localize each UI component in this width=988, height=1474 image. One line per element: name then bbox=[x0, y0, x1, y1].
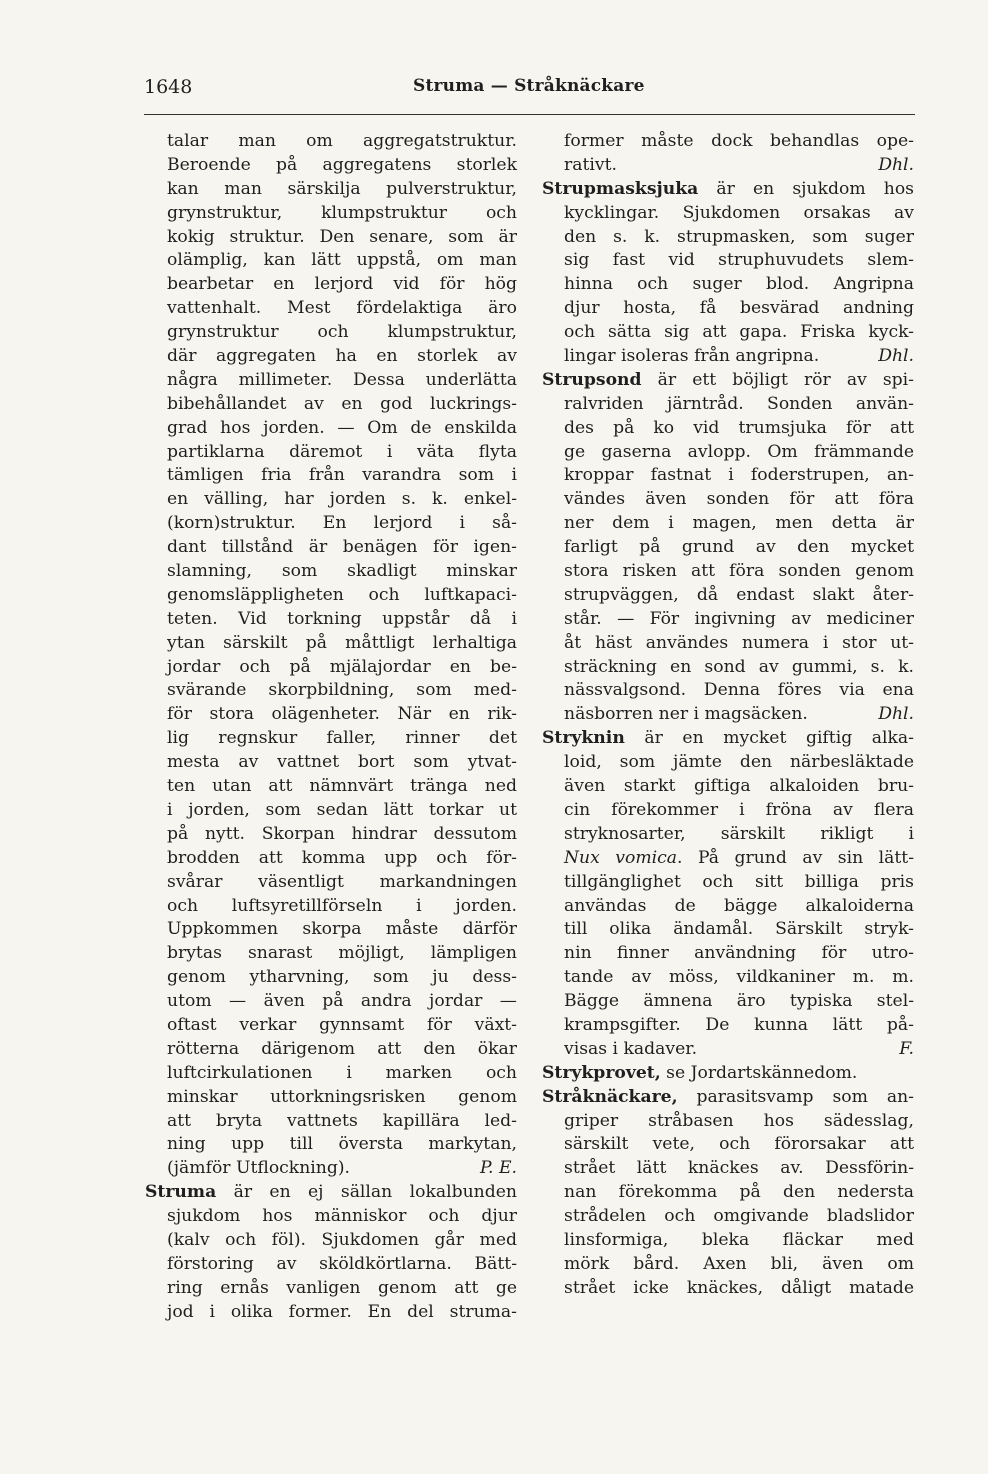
line-text: krampsgifter. De kunna lätt på- bbox=[564, 1014, 914, 1035]
text-line bbox=[542, 488, 914, 512]
text-line bbox=[145, 1014, 517, 1038]
line-text: svårar väsentligt markandningen bbox=[167, 871, 517, 892]
text-line bbox=[145, 679, 517, 703]
text-line bbox=[145, 1110, 517, 1134]
entry-headword: Strupmasksjuka bbox=[542, 178, 699, 199]
line-text: slamning, som skadligt minskar bbox=[167, 561, 517, 582]
text-line bbox=[145, 202, 517, 226]
text-line bbox=[145, 369, 517, 393]
line-text: till olika ändamål. Särskilt stryk- bbox=[564, 919, 914, 940]
text-line bbox=[542, 847, 914, 871]
line-text: mörk bård. Axen bli, även om bbox=[564, 1253, 914, 1274]
line-text: är en ej sällan lokalbunden bbox=[216, 1182, 517, 1203]
author-signature: Dhl. bbox=[878, 154, 914, 175]
text-line bbox=[542, 966, 914, 990]
text-line bbox=[542, 1205, 914, 1229]
line-text: brytas snarast möjligt, lämpligen bbox=[167, 943, 517, 964]
line-text: (kalv och föl). Sjukdomen går med bbox=[167, 1229, 517, 1250]
author-signature: F. bbox=[899, 1038, 914, 1059]
text-line bbox=[145, 1253, 517, 1277]
line-text: strået icke knäckes, dåligt matade bbox=[564, 1277, 914, 1298]
text-line bbox=[145, 727, 517, 751]
line-text: nin finner användning för utro- bbox=[564, 943, 914, 964]
text-line bbox=[542, 297, 914, 321]
text-line bbox=[145, 1133, 517, 1157]
text-line bbox=[542, 608, 914, 632]
text-line bbox=[145, 488, 517, 512]
line-text: Beroende på aggregatens storlek bbox=[167, 154, 517, 175]
author-signature: P. E. bbox=[479, 1158, 517, 1179]
text-line bbox=[145, 226, 517, 250]
right-column bbox=[542, 130, 914, 1301]
line-text: talar man om aggregatstruktur. bbox=[167, 131, 517, 151]
line-text: rötterna därigenom att den ökar bbox=[167, 1038, 517, 1059]
line-text: tillgänglighet och sitt billiga pris bbox=[564, 871, 914, 892]
line-text: (jämför Utflockning). bbox=[167, 1158, 351, 1179]
text-line bbox=[542, 1133, 914, 1157]
line-text: ner dem i magen, men detta är bbox=[564, 513, 914, 534]
line-text: står. — För ingivning av mediciner bbox=[564, 608, 914, 629]
line-text: (korn)struktur. En lerjord i så- bbox=[167, 513, 517, 534]
line-text: kycklingar. Sjukdomen orsakas av bbox=[564, 202, 914, 223]
line-text: i jorden, som sedan lätt torkar ut bbox=[167, 799, 517, 820]
line-text: ten utan att nämnvärt tränga ned bbox=[167, 776, 517, 797]
text-line bbox=[145, 799, 517, 823]
text-line bbox=[542, 632, 914, 656]
line-text: former måste dock behandlas ope- bbox=[564, 131, 914, 151]
line-text: parasitsvamp som an- bbox=[677, 1086, 914, 1107]
text-line bbox=[542, 393, 914, 417]
text-line bbox=[542, 249, 914, 273]
line-text: luftcirkulationen i marken och bbox=[167, 1062, 517, 1083]
entry-headword-line bbox=[542, 1062, 914, 1086]
line-text: på nytt. Skorpan hindrar dessutom bbox=[167, 823, 517, 844]
line-text: oftast verkar gynnsamt för växt- bbox=[167, 1014, 517, 1035]
text-line bbox=[542, 799, 914, 823]
line-text: strupväggen, då endast slakt åter- bbox=[564, 584, 914, 605]
entry-headword-line bbox=[542, 369, 914, 393]
line-text: genom ytharvning, som ju dess- bbox=[167, 967, 517, 988]
text-line bbox=[542, 942, 914, 966]
text-line bbox=[145, 1229, 517, 1253]
line-text: kan man särskilja pulverstruktur, bbox=[167, 178, 517, 199]
line-text: mesta av vattnet bort som ytvat- bbox=[167, 752, 517, 773]
text-line bbox=[145, 751, 517, 775]
text-line bbox=[145, 847, 517, 871]
entry-headword-line bbox=[542, 1086, 914, 1110]
line-text: genomsläppligheten och luftkapaci- bbox=[167, 584, 517, 605]
line-text: grynstruktur och klumpstruktur, bbox=[167, 322, 517, 343]
text-line bbox=[542, 751, 914, 775]
text-line bbox=[542, 1038, 914, 1062]
line-text: och luftsyretillförseln i jorden. bbox=[167, 895, 517, 916]
text-line bbox=[145, 130, 517, 154]
text-line bbox=[542, 512, 914, 536]
header-rule bbox=[144, 114, 915, 115]
line-text: djur hosta, få besvärad andning bbox=[564, 298, 914, 319]
text-line bbox=[145, 249, 517, 273]
text-line bbox=[145, 417, 517, 441]
text-line bbox=[542, 775, 914, 799]
entry-headword-line bbox=[542, 178, 914, 202]
line-text: minskar uttorkningsrisken genom bbox=[167, 1086, 517, 1107]
line-text: sträckning en sond av gummi, s. k. bbox=[564, 656, 914, 677]
line-text: en välling, har jorden s. k. enkel- bbox=[167, 489, 517, 510]
left-column bbox=[145, 130, 517, 1325]
line-text: tande av möss, vildkaniner m. m. bbox=[564, 967, 914, 988]
text-line bbox=[542, 441, 914, 465]
entry-headword: Stråknäckare, bbox=[542, 1086, 678, 1107]
text-line bbox=[542, 1157, 914, 1181]
line-text: sjukdom hos människor och djur bbox=[167, 1206, 517, 1227]
line-text: jod i olika former. En del struma- bbox=[167, 1301, 517, 1322]
text-line bbox=[145, 1205, 517, 1229]
line-text: förstoring av sköldkörtlarna. Bätt- bbox=[167, 1253, 517, 1274]
entry-headword: Struma bbox=[145, 1182, 217, 1203]
text-line bbox=[542, 584, 914, 608]
line-text: ralvriden järntråd. Sonden använ- bbox=[564, 393, 914, 414]
line-text: . På grund av sin lätt- bbox=[677, 847, 914, 868]
text-line bbox=[542, 560, 914, 584]
line-text: för stora olägenheter. När en rik- bbox=[167, 704, 517, 725]
line-text: åt häst användes numera i stor ut- bbox=[564, 632, 914, 653]
text-line bbox=[145, 464, 517, 488]
entry-headword: Strykprovet, bbox=[542, 1062, 661, 1083]
line-text: ytan särskilt på måttligt lerhaltiga bbox=[167, 632, 517, 653]
entry-headword: Stryknin bbox=[542, 728, 625, 749]
line-text: stryknosarter, särskilt rikligt i bbox=[564, 823, 914, 844]
line-text: olämplig, kan lätt uppstå, om man bbox=[167, 250, 517, 271]
entry-headword-line bbox=[542, 727, 914, 751]
line-text: är ett böjligt rör av spi- bbox=[641, 369, 914, 390]
line-text: hinna och suger blod. Angripna bbox=[564, 274, 914, 295]
line-text: se Jordartskännedom. bbox=[660, 1062, 858, 1083]
text-line bbox=[542, 345, 914, 369]
line-text: även starkt giftiga alkaloiden bru- bbox=[564, 776, 914, 797]
line-text: nan förekomma på den nedersta bbox=[564, 1182, 914, 1203]
running-head: Struma — Stråknäckare bbox=[413, 76, 645, 96]
line-text: jordar och på mjälajordar en be- bbox=[167, 656, 517, 677]
text-line bbox=[145, 703, 517, 727]
text-line bbox=[542, 679, 914, 703]
text-line bbox=[145, 1062, 517, 1086]
line-text: rativt. bbox=[564, 154, 617, 175]
text-line bbox=[145, 966, 517, 990]
line-text: näsborren ner i magsäcken. bbox=[564, 704, 808, 725]
text-line bbox=[542, 823, 914, 847]
text-line bbox=[145, 321, 517, 345]
text-line bbox=[145, 775, 517, 799]
text-line bbox=[145, 393, 517, 417]
line-text: där aggregaten ha en storlek av bbox=[167, 346, 517, 367]
text-line bbox=[542, 154, 914, 178]
page-number: 1648 bbox=[144, 76, 193, 98]
text-line bbox=[145, 1277, 517, 1301]
line-text: kroppar fastnat i foderstrupen, an- bbox=[564, 465, 914, 486]
text-line bbox=[542, 1253, 914, 1277]
line-text: den s. k. strupmasken, som suger bbox=[564, 226, 914, 247]
line-text: vändes även sonden för att föra bbox=[564, 489, 914, 510]
italic-term: Nux vomica bbox=[564, 847, 678, 868]
line-text: stora risken att föra sonden genom bbox=[564, 561, 914, 582]
line-text: teten. Vid torkning uppstår då i bbox=[167, 608, 517, 629]
text-line bbox=[145, 608, 517, 632]
line-text: svärande skorpbildning, som med- bbox=[167, 680, 517, 701]
line-text: Uppkommen skorpa måste därför bbox=[167, 919, 517, 940]
text-line bbox=[145, 1301, 517, 1325]
text-line bbox=[145, 871, 517, 895]
line-text: sig fast vid struphuvudets slem- bbox=[564, 250, 914, 271]
text-line bbox=[145, 154, 517, 178]
line-text: är en sjukdom hos bbox=[698, 178, 914, 199]
text-line bbox=[542, 226, 914, 250]
line-text: grynstruktur, klumpstruktur och bbox=[167, 202, 517, 223]
line-text: ning upp till översta markytan, bbox=[167, 1134, 517, 1155]
text-line bbox=[542, 1014, 914, 1038]
entry-headword-line bbox=[145, 1181, 517, 1205]
line-text: användas de bägge alkaloiderna bbox=[564, 895, 914, 916]
text-line bbox=[145, 1086, 517, 1110]
text-line bbox=[145, 632, 517, 656]
line-text: lingar isoleras från angripna. bbox=[564, 346, 820, 367]
text-line bbox=[145, 584, 517, 608]
text-line bbox=[145, 441, 517, 465]
text-line bbox=[542, 703, 914, 727]
line-text: partiklarna däremot i väta flyta bbox=[167, 441, 517, 462]
line-text: grad hos jorden. — Om de enskilda bbox=[167, 417, 517, 438]
line-text: strået lätt knäckes av. Dessförin- bbox=[564, 1158, 914, 1179]
line-text: och sätta sig att gapa. Friska kyck- bbox=[564, 322, 914, 343]
text-line bbox=[542, 1277, 914, 1301]
line-text: brodden att komma upp och för- bbox=[167, 847, 517, 868]
text-line bbox=[542, 130, 914, 154]
text-line bbox=[542, 990, 914, 1014]
text-line bbox=[145, 823, 517, 847]
text-line bbox=[542, 656, 914, 680]
entry-headword: Strupsond bbox=[542, 369, 642, 390]
line-text: linsformiga, bleka fläckar med bbox=[564, 1229, 914, 1250]
text-line bbox=[542, 1229, 914, 1253]
line-text: vattenhalt. Mest fördelaktiga äro bbox=[167, 298, 517, 319]
line-text: des på ko vid trumsjuka för att bbox=[564, 417, 914, 438]
text-line bbox=[542, 1181, 914, 1205]
line-text: dant tillstånd är benägen för igen- bbox=[167, 537, 517, 558]
text-line bbox=[145, 918, 517, 942]
text-line bbox=[145, 990, 517, 1014]
line-text: farligt på grund av den mycket bbox=[564, 537, 914, 558]
line-text: bearbetar en lerjord vid för hög bbox=[167, 274, 517, 295]
text-line bbox=[542, 895, 914, 919]
line-text: att bryta vattnets kapillära led- bbox=[167, 1110, 517, 1131]
text-line bbox=[542, 273, 914, 297]
line-text: tämligen fria från varandra som i bbox=[167, 465, 517, 486]
line-text: utom — även på andra jordar — bbox=[167, 991, 517, 1012]
text-line bbox=[145, 178, 517, 202]
line-text: griper stråbasen hos sädesslag, bbox=[564, 1110, 914, 1131]
text-line bbox=[542, 536, 914, 560]
line-text: bibehållandet av en god luckrings- bbox=[167, 393, 517, 414]
text-line bbox=[145, 1038, 517, 1062]
text-line bbox=[145, 1157, 517, 1181]
line-text: är en mycket giftig alka- bbox=[624, 728, 914, 749]
line-text: ring ernås vanligen genom att ge bbox=[167, 1277, 517, 1298]
line-text: kokig struktur. Den senare, som är bbox=[167, 226, 517, 247]
text-line bbox=[542, 417, 914, 441]
line-text: cin förekommer i fröna av flera bbox=[564, 799, 914, 820]
line-text: ge gaserna avlopp. Om främmande bbox=[564, 441, 914, 462]
text-line bbox=[145, 560, 517, 584]
author-signature: Dhl. bbox=[878, 346, 914, 367]
text-line bbox=[145, 656, 517, 680]
text-line bbox=[145, 942, 517, 966]
text-line bbox=[542, 871, 914, 895]
text-line bbox=[145, 536, 517, 560]
text-line bbox=[145, 273, 517, 297]
text-line bbox=[145, 895, 517, 919]
line-text: lig regnskur faller, rinner det bbox=[167, 728, 517, 749]
line-text: särskilt vete, och förorsakar att bbox=[564, 1134, 914, 1155]
text-line bbox=[542, 918, 914, 942]
line-text: Bägge ämnena äro typiska stel- bbox=[564, 991, 914, 1012]
line-text: loid, som jämte den närbesläktade bbox=[564, 752, 914, 773]
text-line bbox=[145, 512, 517, 536]
text-line bbox=[542, 202, 914, 226]
text-line bbox=[542, 321, 914, 345]
text-line bbox=[145, 345, 517, 369]
line-text: visas i kadaver. bbox=[564, 1038, 698, 1059]
text-line bbox=[542, 1110, 914, 1134]
text-line bbox=[145, 297, 517, 321]
line-text: strådelen och omgivande bladslidor bbox=[564, 1206, 914, 1227]
author-signature: Dhl. bbox=[878, 704, 914, 725]
text-line bbox=[542, 464, 914, 488]
line-text: nässvalgsond. Denna föres via ena bbox=[564, 680, 914, 701]
line-text: några millimeter. Dessa underlätta bbox=[167, 369, 517, 390]
